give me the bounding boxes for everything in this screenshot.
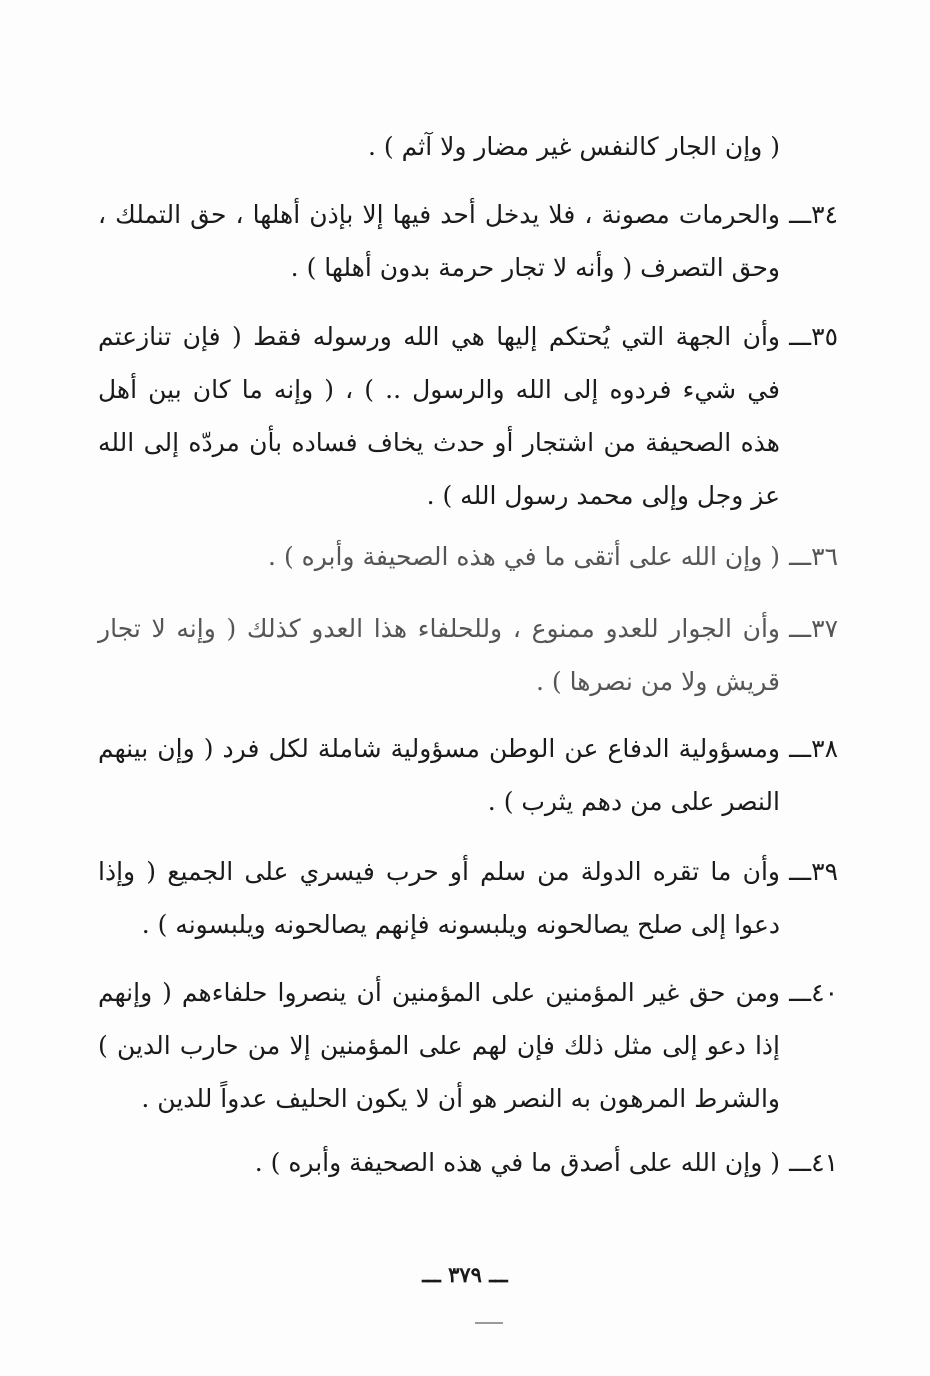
list-item-34 <box>98 188 838 294</box>
list-item-38 <box>98 722 838 828</box>
list-item-40 <box>98 966 838 1125</box>
item-text: ومسؤولية الدفاع عن الوطن مسؤولية شاملة لكل فرد ( وإن بينهم النصر على من دهم يثرب ) . <box>98 734 780 816</box>
item-text: وأن ما تقره الدولة من سلم أو حرب فيسري على الجميع ( وإذا دعوا إلى صلح يصالحونه ويلبسونه فإنهم يصالحونه ويلبسونه ) . <box>98 857 780 939</box>
item-text: ( وإن الله على أتقى ما في هذه الصحيفة وأبره ) . <box>268 542 780 571</box>
item-text: ( وإن الله على أصدق ما في هذه الصحيفة وأبره ) . <box>254 1148 780 1177</box>
item-number: ٣٨ـــ <box>789 734 838 763</box>
item-number: ٣٩ـــ <box>789 857 838 886</box>
list-item-37 <box>98 602 838 708</box>
page-number: ـــ ٣٧٩ ـــ <box>422 1262 508 1287</box>
item-number: ٤١ـــ <box>789 1148 838 1177</box>
item-number: ٤٠ـــ <box>789 978 838 1007</box>
lead-line: ( وإن الجار كالنفس غير مضار ولا آثم ) . <box>368 132 780 161</box>
item-number: ٣٧ـــ <box>789 614 838 643</box>
item-text: ومن حق غير المؤمنين على المؤمنين أن ينصروا حلفاءهم ( وإنهم إذا دعو إلى مثل ذلك فإن لهم على المؤمنين إلا من حارب الدين ) والشرط المرهون به النصر هو أن لا يكون الحليف عدواً للدين . <box>98 978 780 1113</box>
lead-paragraph <box>98 120 838 173</box>
list-item-36 <box>98 530 838 583</box>
list-item-35 <box>98 310 838 522</box>
item-number: ٣٦ـــ <box>789 542 838 571</box>
item-number: ٣٥ـــ <box>789 322 838 351</box>
item-text: وأن الجهة التي يُحتكم إليها هي الله ورسوله فقط ( فإن تنازعتم في شيء فردوه إلى الله والرسول .. ) ، ( وإنه ما كان بين أهل هذه الصحيفة من اشتجار أو حدث يخاف فساده بأن مردّه إلى الله عز وجل وإلى محمد رسول الله ) . <box>98 322 780 510</box>
list-item-41 <box>98 1136 838 1189</box>
footer-divider <box>475 1322 503 1324</box>
item-number: ٣٤ـــ <box>789 200 838 229</box>
item-text: والحرمات مصونة ، فلا يدخل أحد فيها إلا بإذن أهلها ، حق التملك ، وحق التصرف ( وأنه لا تجار حرمة بدون أهلها ) . <box>98 200 780 282</box>
item-text: وأن الجوار للعدو ممنوع ، وللحلفاء هذا العدو كذلك ( وإنه لا تجار قريش ولا من نصرها ) . <box>98 614 780 696</box>
list-item-39 <box>98 845 838 951</box>
